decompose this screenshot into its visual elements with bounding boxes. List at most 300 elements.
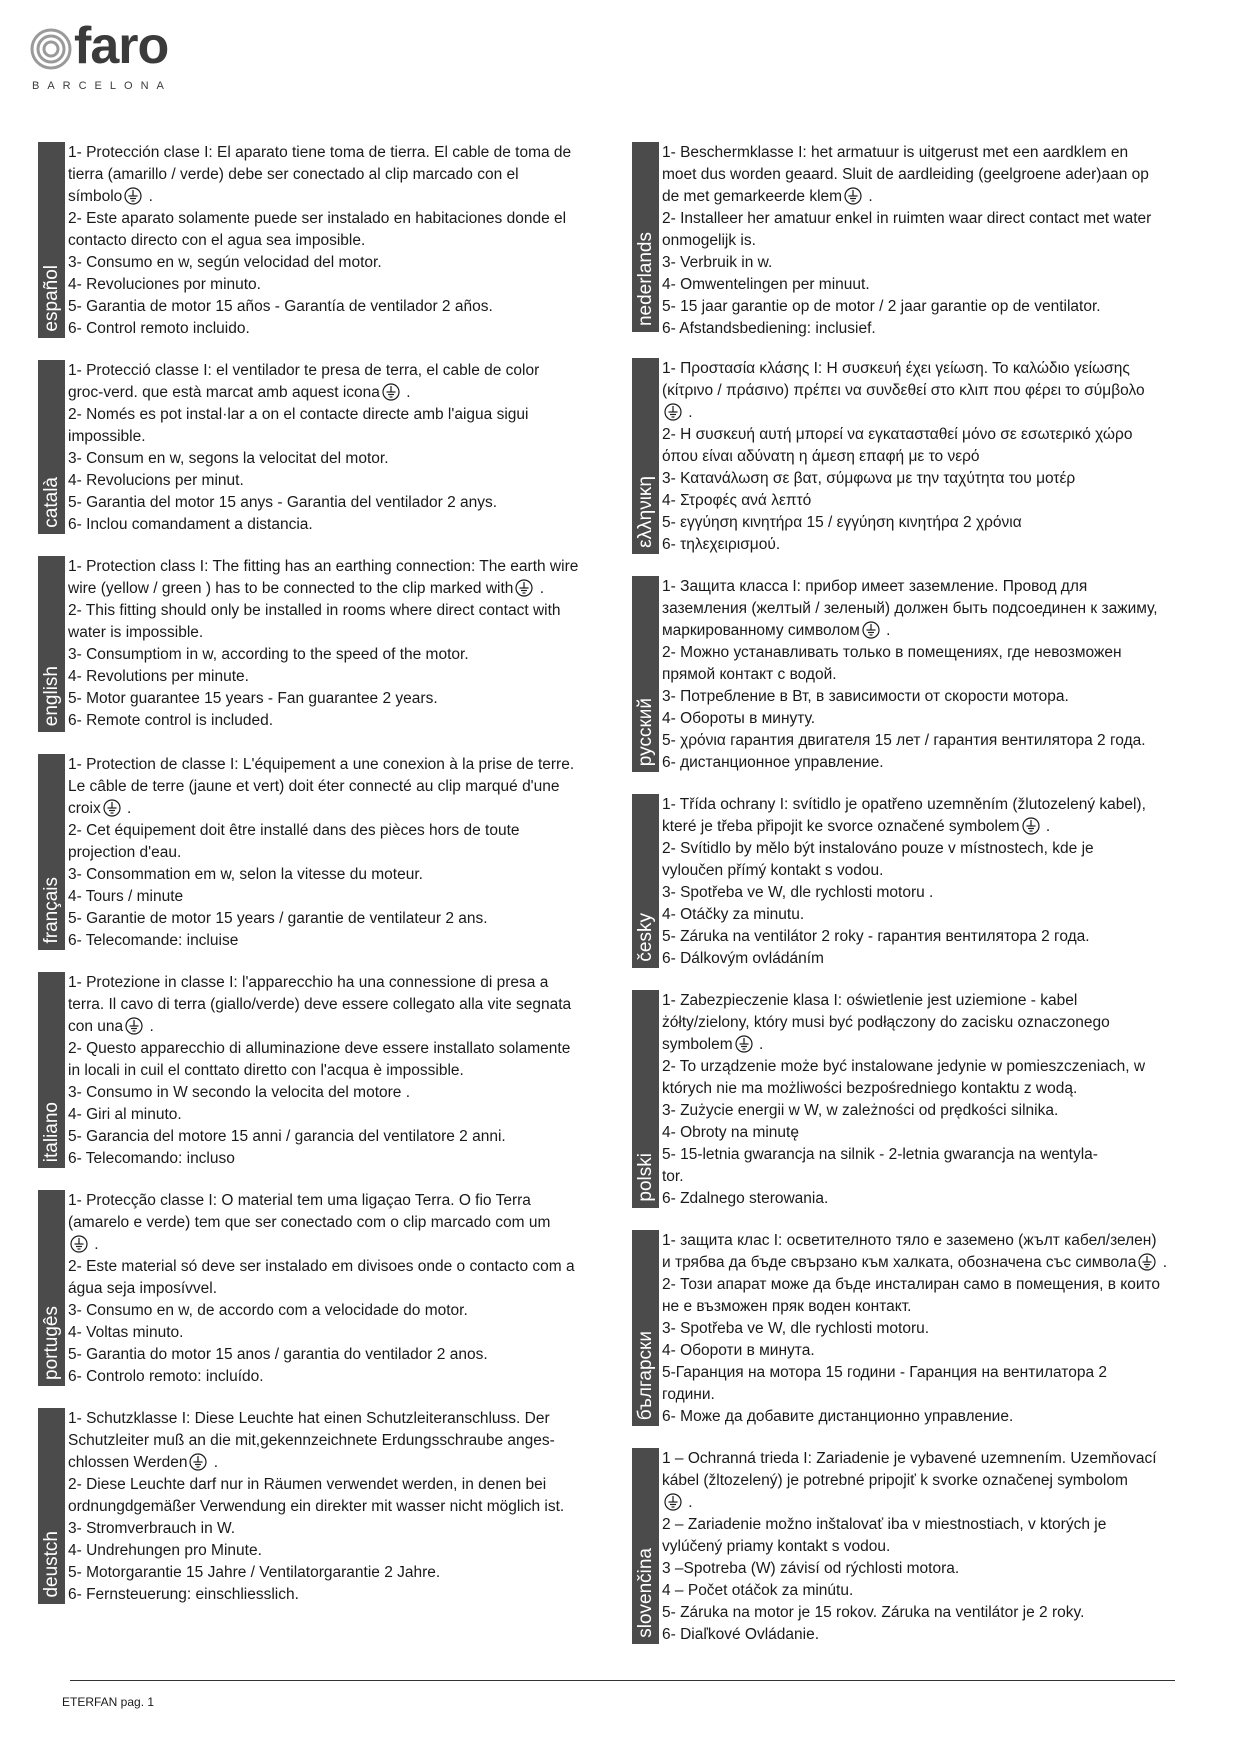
text-line <box>68 864 574 886</box>
earth-ground-icon <box>1022 817 1040 835</box>
language-tab <box>632 358 659 554</box>
section-russian <box>632 576 1202 772</box>
text-line-content: 2 – Zariadenie možno inštalovať iba v miestnostiach, v ktorých je <box>662 1516 1107 1533</box>
text-line-content: 5- Garantie de motor 15 years / garantie de ventilateur 2 ans. <box>68 910 488 927</box>
text-line <box>662 1624 1157 1646</box>
text-line-content: tierra (amarillo / verde) debe ser conectado al clip marcado con el <box>68 166 519 183</box>
earth-ground-icon <box>382 383 400 401</box>
section-text <box>68 556 578 732</box>
text-line <box>662 424 1145 446</box>
text-line-content: 6- Afstandsbediening: inclusief. <box>662 320 876 337</box>
text-line <box>662 1034 1145 1056</box>
section-text <box>68 360 539 536</box>
text-line-content: 4- Обороты в минуту. <box>662 710 816 727</box>
text-line-content: 4- Voltas minuto. <box>68 1324 184 1341</box>
language-tab <box>38 1408 65 1604</box>
section-text <box>662 142 1151 340</box>
text-line-content: onmogelijk is. <box>662 232 756 249</box>
text-line-content: wire (yellow / green ) has to be connected to the clip marked with <box>68 580 514 597</box>
text-line <box>68 644 578 666</box>
text-line-content: 5- εγγύηση κινητήρα 15 / εγγύηση κινητήρα 2 χρόνια <box>662 514 1022 531</box>
section-greek <box>632 358 1202 554</box>
text-line-content: 5- Záruka na motor je 15 rokov. Záruka na ventilátor je 2 roky. <box>662 1604 1085 1621</box>
language-tab-label: slovenčina <box>635 1548 656 1638</box>
language-tab <box>632 1230 659 1426</box>
section-text <box>68 1190 575 1388</box>
section-text <box>662 358 1145 556</box>
text-line <box>662 1580 1157 1602</box>
symbol-period: . <box>535 580 545 597</box>
earth-ground-icon <box>70 1235 88 1253</box>
section-catala <box>38 360 608 534</box>
text-line <box>68 1584 564 1606</box>
text-line-content: 1 – Ochranná trieda I: Zariadenie je vybavené uzemnením. Uzemňovací <box>662 1450 1157 1467</box>
text-line <box>68 1234 575 1256</box>
text-line-content: 6- Inclou comandament a distancia. <box>68 516 313 533</box>
text-line <box>662 948 1146 970</box>
language-tab <box>38 972 65 1168</box>
earth-ground-icon <box>515 579 533 597</box>
text-line-content: 6- Zdalnego sterowania. <box>662 1190 829 1207</box>
section-text <box>662 794 1146 970</box>
text-line-content: contacto directo con el agua sea imposible. <box>68 232 366 249</box>
text-line-content: vylúčený priamy kontakt s vodou. <box>662 1538 891 1555</box>
text-line <box>68 666 578 688</box>
text-line <box>662 402 1145 424</box>
text-line <box>68 230 571 252</box>
text-line-content: 2- Svítidlo by mělo být instalováno pouze v místnostech, kde je <box>662 840 1094 857</box>
text-line <box>68 1430 564 1452</box>
text-line <box>68 842 574 864</box>
symbol-period: . <box>754 1036 764 1053</box>
text-line <box>68 1408 564 1430</box>
text-line-content: 4- Otáčky za minutu. <box>662 906 805 923</box>
text-line <box>68 556 578 578</box>
text-line-content: 5- 15 jaar garantie op de motor / 2 jaar garantie op de ventilator. <box>662 298 1101 315</box>
text-line <box>68 1278 575 1300</box>
text-line <box>662 1318 1167 1340</box>
language-tab-label: portugês <box>41 1306 62 1380</box>
text-line-content: 4- Undrehungen pro Minute. <box>68 1542 262 1559</box>
footer-page-label: ETERFAN pag. 1 <box>62 1695 155 1709</box>
text-line <box>68 1104 571 1126</box>
text-line-content: symbolem <box>662 1036 733 1053</box>
text-line <box>68 382 539 404</box>
text-line <box>662 186 1151 208</box>
text-line-content: 3 –Spotreba (W) závisí od rýchlosti motora. <box>662 1560 960 1577</box>
text-line <box>68 972 571 994</box>
text-line-content: 1- Protezione in classe I: l'apparecchio ha una connessione di presa a <box>68 974 549 991</box>
text-line-content: 6- Telecomande: incluise <box>68 932 239 949</box>
language-tab-label: català <box>41 477 62 528</box>
faro-logo-icon <box>30 28 72 70</box>
text-line-content: 1- Protection class I: The fitting has an earthing connection: The earth wire <box>68 558 579 575</box>
text-line-content: 1- Protección clase I: El aparato tiene toma de tierra. El cable de toma de <box>68 144 572 161</box>
text-line <box>662 860 1146 882</box>
text-line <box>68 404 539 426</box>
language-tab <box>38 142 65 338</box>
text-line-content: 6- дистанционное управление. <box>662 754 884 771</box>
section-portugues <box>38 1190 608 1386</box>
section-text <box>662 1448 1157 1646</box>
text-line <box>68 908 574 930</box>
text-line <box>662 1144 1145 1166</box>
text-line-content: které je třeba připojit ke svorce označené symbolem <box>662 818 1020 835</box>
text-line-content: 6- Remote control is included. <box>68 712 274 729</box>
text-line <box>662 252 1151 274</box>
text-line-content: заземления (желтый / зеленый) должен быть подсоединен к зажиму, <box>662 600 1158 617</box>
text-line-content: 6- Fernsteuerung: einschliesslich. <box>68 1586 299 1603</box>
text-line <box>662 1122 1145 1144</box>
text-line-content: 5-Гаранция на мотора 15 години - Гаранция на вентилатора 2 <box>662 1364 1108 1381</box>
text-line <box>68 492 539 514</box>
text-line-content: 4- Στροφές ανά λεπτό <box>662 492 812 509</box>
symbol-period: . <box>90 1236 99 1253</box>
earth-ground-icon <box>735 1035 753 1053</box>
text-line-content: (κίτρινο / πράσινο) πρέπει να συνδεθεί στο κλιπ που φέρει το σύμβολο <box>662 382 1145 399</box>
text-line <box>68 994 571 1016</box>
text-line <box>68 1126 571 1148</box>
text-line <box>662 1166 1145 1188</box>
text-line-content: 3- Потребление в Вт, в зависимости от скорости мотора. <box>662 688 1069 705</box>
text-line <box>662 1230 1167 1252</box>
text-line <box>662 1558 1157 1580</box>
earth-ground-icon <box>124 187 142 205</box>
text-line <box>662 274 1151 296</box>
text-line-content: не е възможен пряк воден контакт. <box>662 1298 912 1315</box>
symbol-period: . <box>401 384 411 401</box>
text-line-content: in locali in cuil el conttato diretto con l'acqua è impossible. <box>68 1062 464 1079</box>
text-line-content: 4- Tours / minute <box>68 888 184 905</box>
section-text <box>68 142 571 340</box>
text-line <box>662 990 1145 1012</box>
text-line-content: 3- Consumo in W secondo la velocita del motore . <box>68 1084 411 1101</box>
text-line <box>68 1518 564 1540</box>
symbol-period: . <box>122 800 132 817</box>
earth-ground-icon <box>1138 1253 1156 1271</box>
text-line <box>68 820 574 842</box>
text-line-content: Schutzleiter muß an die mit,gekennzeichnete Erdungsschraube anges- <box>68 1432 555 1449</box>
text-line <box>68 886 574 908</box>
text-line-content: 2- Можно устанавливать только в помещениях, где невозможен <box>662 644 1122 661</box>
text-line <box>68 296 571 318</box>
text-line <box>662 1252 1167 1274</box>
text-line-content: 2- Este material só deve ser instalado em divisoes onde o contacto com a <box>68 1258 575 1275</box>
text-line <box>68 1082 571 1104</box>
text-line-content: chlossen Werden <box>68 1454 188 1471</box>
text-line <box>68 1562 564 1584</box>
text-line-content: 3- Stromverbrauch in W. <box>68 1520 236 1537</box>
text-line <box>662 730 1158 752</box>
text-line-content: water is impossible. <box>68 624 204 641</box>
text-line <box>662 1078 1145 1100</box>
text-line <box>68 426 539 448</box>
text-line <box>662 642 1158 664</box>
earth-ground-icon <box>862 621 880 639</box>
text-line <box>662 1448 1157 1470</box>
text-line-content: 5- Garantia do motor 15 anos / garantia do ventilador 2 anos. <box>68 1346 488 1363</box>
symbol-period: . <box>1041 818 1051 835</box>
symbol-period: . <box>684 1494 693 1511</box>
text-line-content: 6- Controlo remoto: incluído. <box>68 1368 264 1385</box>
section-text <box>662 990 1145 1210</box>
text-line <box>662 598 1158 620</box>
language-tab-label: français <box>41 877 62 944</box>
brand-subtitle: BARCELONA <box>32 80 172 92</box>
text-line <box>662 1536 1157 1558</box>
text-line <box>662 620 1158 642</box>
language-tab <box>632 990 659 1208</box>
section-text <box>68 1408 564 1606</box>
text-line-content: 2- Този апарат може да бъде инсталиран само в помещения, в които <box>662 1276 1161 1293</box>
text-line <box>662 686 1158 708</box>
section-slovencina <box>632 1448 1202 1644</box>
text-line-content: 3- Κατανάλωση σε βατ, σύμφωνα με την ταχύτητα του μοτέρ <box>662 470 1076 487</box>
text-line <box>662 512 1145 534</box>
text-line-content: 5- Motorgarantie 15 Jahre / Ventilatorgarantie 2 Jahre. <box>68 1564 441 1581</box>
text-line-content: 1- Protection de classe I: L'équipement a une conexion à la prise de terre. <box>68 756 575 773</box>
text-line-content: 4- Obroty na minutę <box>662 1124 799 1141</box>
text-line-content: 3- Spotřeba ve W, dle rychlosti motoru . <box>662 884 934 901</box>
text-line <box>68 1060 571 1082</box>
text-line <box>662 1274 1167 1296</box>
text-line-content: прямой контакт с водой. <box>662 666 837 683</box>
text-line <box>662 708 1158 730</box>
text-line <box>662 794 1146 816</box>
text-line <box>68 1256 575 1278</box>
text-line-content: 3- Consumo en w, de accordo com a velocidade do motor. <box>68 1302 468 1319</box>
text-line <box>662 1406 1167 1428</box>
section-cesky <box>632 794 1202 968</box>
symbol-period: . <box>1158 1254 1168 1271</box>
language-tab <box>38 754 65 950</box>
language-tab <box>632 1448 659 1644</box>
text-line <box>662 1188 1145 1210</box>
section-text <box>68 754 574 952</box>
text-line <box>68 710 578 732</box>
text-line <box>68 930 574 952</box>
language-tab <box>632 794 659 968</box>
section-espanol <box>38 142 608 338</box>
language-tab-label: русский <box>635 697 656 766</box>
text-line <box>662 882 1146 904</box>
text-line-content: terra. Il cavo di terra (giallo/verde) deve essere collegato alla vite segnata <box>68 996 572 1013</box>
text-line-content: (amarelo e verde) tem que ser conectado com o clip marcado com um <box>68 1214 551 1231</box>
text-line-content: 2- Diese Leuchte darf nur in Räumen verwendet werden, in denen bei <box>68 1476 547 1493</box>
text-line <box>68 360 539 382</box>
text-line <box>68 1038 571 1060</box>
text-line <box>662 468 1145 490</box>
text-line <box>662 904 1146 926</box>
text-line-content: 5- Garancia del motore 15 anni / garancia del ventilatore 2 anni. <box>68 1128 506 1145</box>
text-line <box>68 1212 575 1234</box>
text-line-content: 3- Spotřeba ve W, dle rychlosti motoru. <box>662 1320 930 1337</box>
section-deutsch <box>38 1408 608 1604</box>
language-tab <box>38 1190 65 1386</box>
section-text <box>662 576 1158 774</box>
text-line-content: години. <box>662 1386 715 1403</box>
text-line-content: 4- Revolutions per minute. <box>68 668 249 685</box>
text-line <box>662 534 1145 556</box>
text-line <box>68 1452 564 1474</box>
text-line-content: 1- Protecció classe I: el ventilador te presa de terra, el cable de color <box>68 362 540 379</box>
language-tab-label: polski <box>635 1153 656 1202</box>
text-line <box>68 1300 575 1322</box>
text-line <box>68 514 539 536</box>
language-tab-label: česky <box>635 913 656 962</box>
text-line-content: 1- Zabezpieczenie klasa I: oświetlenie jest uziemione - kabel <box>662 992 1078 1009</box>
language-tab-label: deustch <box>41 1531 62 1598</box>
text-line-content: 6- Telecomando: incluso <box>68 1150 235 1167</box>
text-line <box>68 142 571 164</box>
text-line <box>662 752 1158 774</box>
text-line-content: 5- 15-letnia gwarancja na silnik - 2-letnia gwarancja na wentyla- <box>662 1146 1098 1163</box>
text-line <box>662 380 1145 402</box>
earth-ground-icon <box>189 1453 207 1471</box>
text-line <box>68 164 571 186</box>
section-italiano <box>38 972 608 1168</box>
text-line <box>68 600 578 622</box>
text-line <box>662 164 1151 186</box>
text-line <box>68 798 574 820</box>
brand-name: faro <box>74 17 169 75</box>
earth-ground-icon <box>664 403 682 421</box>
text-line <box>662 838 1146 860</box>
text-line-content: Le câble de terre (jaune et vert) doit éter connecté au clip marqué d'une <box>68 778 560 795</box>
text-line <box>662 296 1151 318</box>
text-line <box>68 470 539 492</box>
text-line <box>68 1540 564 1562</box>
text-line-content: 3- Consum en w, segons la velocitat del motor. <box>68 450 389 467</box>
text-line <box>662 446 1145 468</box>
text-line <box>662 1296 1167 1318</box>
text-line-content: projection d'eau. <box>68 844 182 861</box>
earth-ground-icon <box>103 799 121 817</box>
text-line-content: 3- Consumo en w, según velocidad del motor. <box>68 254 382 271</box>
text-line-content: 1- Beschermklasse I: het armatuur is uitgerust met een aardklem en <box>662 144 1129 161</box>
text-line-content: 1- Schutzklasse I: Diese Leuchte hat einen Schutzleiteranschluss. Der <box>68 1410 550 1427</box>
language-tab <box>632 576 659 772</box>
text-line-content: 1- защита клас I: осветителното тяло е заземено (жълт кабел/зелен) <box>662 1232 1157 1249</box>
text-line <box>662 816 1146 838</box>
text-line-content: 3- Verbruik in w. <box>662 254 773 271</box>
text-line-content: 4- Обороти в минута. <box>662 1342 815 1359</box>
text-line-content: símbolo <box>68 188 123 205</box>
text-line <box>662 1470 1157 1492</box>
text-line <box>662 576 1158 598</box>
language-tab-label: italiano <box>41 1101 62 1162</box>
text-line-content: 6- Diaľkové Ovládanie. <box>662 1626 820 1643</box>
text-line <box>68 252 571 274</box>
symbol-period: . <box>864 188 873 205</box>
language-tab <box>632 142 659 332</box>
text-line <box>662 1340 1167 1362</box>
text-line-content: 2- Questo apparecchio di alluminazione deve essere installato solamente <box>68 1040 571 1057</box>
language-tab-label: nederlands <box>635 231 656 326</box>
text-line-content: 2- Η συσκευή αυτή μπορεί να εγκατασταθεί μόνο σε εσωτερικό χώρο <box>662 426 1133 443</box>
text-line <box>662 358 1145 380</box>
text-line <box>662 664 1158 686</box>
earth-ground-icon <box>844 187 862 205</box>
text-line-content: 2- Installeer her amatuur enkel in ruimten waar direct contact met water <box>662 210 1152 227</box>
text-line-content: 2- Només es pot instal·lar a on el contacte directe amb l'aigua sigui <box>68 406 529 423</box>
text-line-content: 2- Cet équipement doit être installé dans des pièces hors de toute <box>68 822 520 839</box>
section-polski <box>632 990 1202 1208</box>
text-line <box>662 1602 1157 1624</box>
text-line-content: 4 – Počet otáčok za minútu. <box>662 1582 854 1599</box>
text-line <box>662 490 1145 512</box>
text-line <box>68 1366 575 1388</box>
text-line <box>68 208 571 230</box>
text-line-content: 5- Záruka na ventilátor 2 roky - гарантия вентилятора 2 года. <box>662 928 1090 945</box>
text-line <box>662 1492 1157 1514</box>
text-line <box>68 754 574 776</box>
text-line-content: croix <box>68 800 101 817</box>
symbol-period: . <box>145 1018 154 1035</box>
text-line <box>662 1056 1145 1078</box>
text-line-content: 3- Zużycie energii w W, w zależności od prędkości silnika. <box>662 1102 1059 1119</box>
text-line-content: 5- Garantia de motor 15 años - Garantía de ventilador 2 años. <box>68 298 493 315</box>
text-line-content: de met gemarkeerde klem <box>662 188 843 205</box>
text-line <box>662 230 1151 252</box>
text-line-content: 5- χρόνια гарантия двигателя 15 лет / гарантия вентилятора 2 года. <box>662 732 1146 749</box>
text-line <box>68 1190 575 1212</box>
text-line <box>68 1344 575 1366</box>
section-text <box>662 1230 1167 1428</box>
text-line <box>68 1148 571 1170</box>
text-line-content: 5- Garantia del motor 15 anys - Garantia del ventilador 2 anys. <box>68 494 498 511</box>
text-line-content: 6- Dálkovým ovládáním <box>662 950 824 967</box>
text-line-content: 1- Třída ochrany I: svítidlo je opatřeno uzemněním (žlutozelený kabel), <box>662 796 1146 813</box>
text-line-content: 5- Motor guarantee 15 years - Fan guarantee 2 years. <box>68 690 438 707</box>
text-line-content: 4- Revolucions per minut. <box>68 472 244 489</box>
text-line-content: 6- Може да добавите дистанционно управление. <box>662 1408 1014 1425</box>
language-tab <box>38 556 65 732</box>
language-tab-label: ελληνικη <box>635 476 656 548</box>
language-tab-label: español <box>41 265 62 332</box>
text-line-content: impossible. <box>68 428 146 445</box>
symbol-period: . <box>881 622 891 639</box>
text-line <box>68 1322 575 1344</box>
text-line <box>662 1012 1145 1034</box>
text-line <box>662 142 1151 164</box>
text-line-content: 1- Защита класса I: прибор имеет заземление. Провод для <box>662 578 1088 595</box>
text-line-content: ordnungdgemäßer Verwendung ein direkter mit wasser nicht möglich ist. <box>68 1498 565 1515</box>
text-line <box>662 318 1151 340</box>
earth-ground-icon <box>125 1017 143 1035</box>
earth-ground-icon <box>664 1493 682 1511</box>
section-bulgarian <box>632 1230 1202 1426</box>
text-line-content: 4- Giri al minuto. <box>68 1106 182 1123</box>
text-line <box>68 274 571 296</box>
language-tab-label: english <box>41 665 62 726</box>
language-tab <box>38 360 65 534</box>
text-line-content: których nie ma możliwości bezpośredniego kontaktu z wodą. <box>662 1080 1078 1097</box>
text-line-content: vyloučen přímý kontakt s vodou. <box>662 862 884 879</box>
text-line <box>68 448 539 470</box>
text-line <box>662 926 1146 948</box>
text-line-content: 6- Control remoto incluido. <box>68 320 250 337</box>
text-line-content: 4- Revoluciones por minuto. <box>68 276 261 293</box>
text-line-content: água seja imposívvel. <box>68 1280 218 1297</box>
section-english <box>38 556 608 732</box>
text-line <box>662 1514 1157 1536</box>
text-line-content: 1- Προστασία κλάσης I: Η συσκευή έχει γείωση. Το καλώδιο γείωσης <box>662 360 1130 377</box>
text-line <box>68 1474 564 1496</box>
section-francais <box>38 754 608 950</box>
text-line-content: и трябва да бъде свързано към халката, обозначена със символа <box>662 1254 1137 1271</box>
text-line-content: kábel (žltozelený) je potrebné pripojiť k svorke označenej symbolom <box>662 1472 1128 1489</box>
